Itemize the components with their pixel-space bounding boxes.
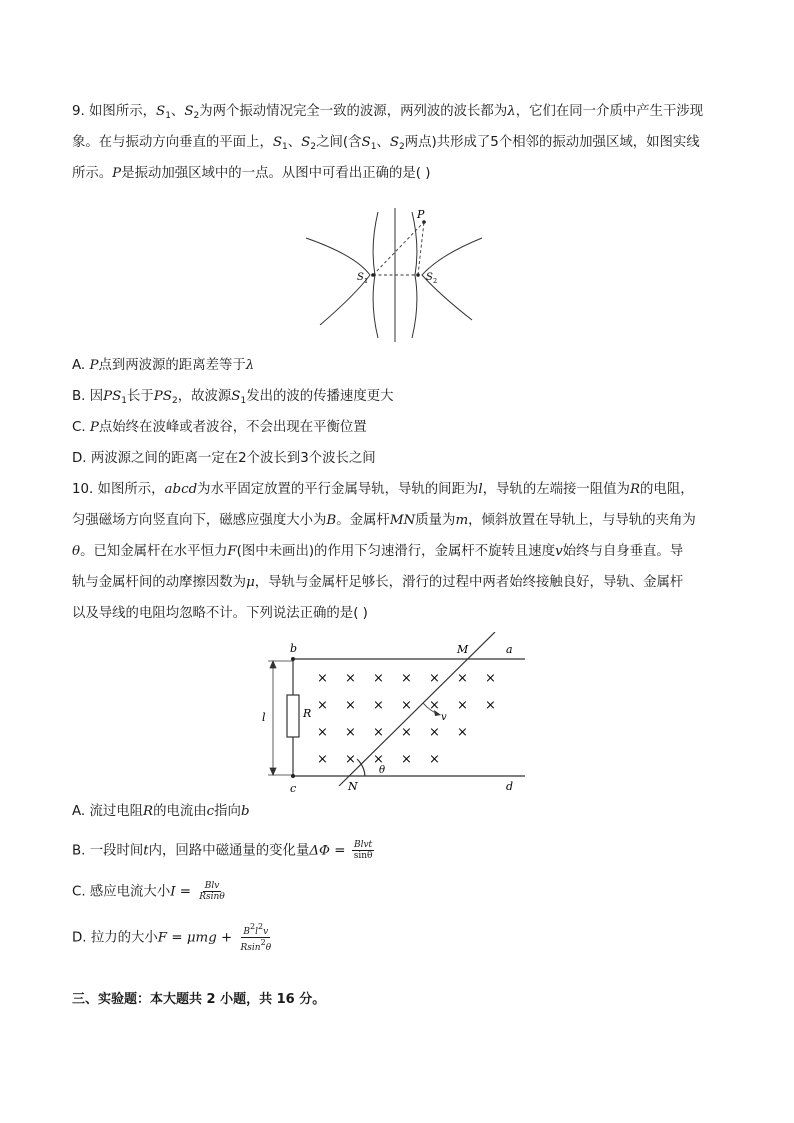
field-cross: ×	[457, 698, 468, 713]
field-cross: ×	[401, 725, 412, 740]
label-s1-sub: 1	[364, 277, 369, 285]
field-cross: ×	[373, 725, 384, 740]
node-b	[291, 657, 295, 661]
q10-line-4: 轨与金属杆间的动摩擦因数为μ，导轨与金属杆足够长，滑行的过程中两者始终接触良好，导轨、金属杆	[72, 575, 684, 590]
field-cross: ×	[429, 671, 440, 686]
fraction-b: $\frac{\text{Blvt}}{\sin\theta}$	[353, 840, 373, 861]
q9-line-2: 象。在与振动方向垂直的平面上，$S_1$、$S_2$之间(含$S_1$、$S_2$两点)共形成了5个相邻的振动加强区域，如图实线	[72, 135, 700, 152]
q10-line-3: θ。已知金属杆在水平恒力F(图中未画出)的作用下匀速滑行，金属杆不旋转且速度v始终与自身垂直。导	[72, 544, 684, 559]
field-cross: ×	[429, 698, 440, 713]
label-p: P	[417, 208, 425, 221]
section-3-heading: 三、实验题：本大题共 2 小题，共 16 分。	[72, 992, 326, 1007]
dim-arrow-bottom	[270, 768, 276, 775]
field-cross: ×	[345, 752, 356, 767]
q10-line-2: 匀强磁场方向竖直向下，磁感应强度大小为B。金属杆MN质量为m，倾斜放置在导轨上，与导轨的夹角为	[72, 513, 696, 528]
label-s1: S	[357, 272, 364, 283]
field-cross: ×	[345, 671, 356, 686]
point-s1	[371, 273, 375, 277]
field-cross: ×	[317, 698, 328, 713]
label-b: b	[290, 642, 298, 655]
field-cross: ×	[457, 671, 468, 686]
q9-option-b: B. 因$PS_1$长于$PS_2$，故波源$S_1$发出的波的传播速度更大	[72, 389, 394, 406]
field-cross: ×	[401, 752, 412, 767]
q9-line-1: 9. 如图所示，$S_1$、$S_2$为两个振动情况完全一致的波源，两列波的波长都为λ，它们在同一介质中产生干涉现	[72, 104, 704, 121]
field-cross: ×	[317, 671, 328, 686]
field-cross: ×	[429, 725, 440, 740]
field-cross: ×	[401, 698, 412, 713]
field-cross: ×	[485, 671, 496, 686]
q10-option-d: D. 拉力的大小F = μmg + $\frac{B2l2v}{Rsin2\theta}$	[72, 922, 272, 953]
label-n: N	[348, 780, 358, 793]
point-s2	[416, 273, 420, 277]
label-d: d	[506, 780, 514, 793]
field-cross: ×	[485, 698, 496, 713]
field-cross: ×	[373, 698, 384, 713]
dim-arrow-top	[270, 661, 276, 668]
q9-option-a: A. P点到两波源的距离差等于λ	[72, 358, 255, 373]
field-cross: ×	[345, 725, 356, 740]
fraction-d: $\frac{B2l2v}{Rsin2\theta}$	[240, 922, 272, 953]
label-r: R	[303, 707, 312, 720]
field-cross: ×	[345, 698, 356, 713]
resistor	[287, 695, 299, 737]
field-cross: ×	[429, 752, 440, 767]
field-cross: ×	[373, 752, 384, 767]
q10-line-1: 10. 如图所示，abcd为水平固定放置的平行金属导轨，导轨的间距为l，导轨的左端接一阻值为R的电阻，	[72, 482, 694, 497]
label-s2-sub: 2	[433, 277, 438, 285]
field-cross: ×	[401, 671, 412, 686]
q10-line-5: 以及导线的电阻均忽略不计。下列说法正确的是( )	[72, 606, 368, 621]
node-c	[291, 774, 295, 778]
field-cross: ×	[373, 671, 384, 686]
field-cross: ×	[457, 725, 468, 740]
p-s2-dashed	[418, 222, 424, 275]
label-a: a	[506, 643, 513, 656]
q10-option-a: A. 流过电阻R的电流由c指向b	[72, 804, 250, 819]
label-m: M	[457, 643, 469, 656]
q9-option-d: D. 两波源之间的距离一定在2个波长到3个波长之间	[72, 451, 376, 466]
q9-line-3: 所示。P是振动加强区域中的一点。从图中可看出正确的是( )	[72, 166, 431, 181]
label-l: l	[262, 711, 266, 724]
q10-option-b: B. 一段时间t内，回路中磁通量的变化量ΔΦ = $\frac{\text{Blvt}}{\sin\theta}$	[72, 840, 373, 861]
fraction-c: $\frac{\text{Blv}}{Rsin\theta}$	[199, 881, 225, 902]
label-s2: S	[426, 272, 433, 283]
label-c: c	[290, 782, 297, 795]
q9-interference-figure	[300, 200, 500, 348]
label-v: v	[441, 712, 447, 723]
label-theta: θ	[379, 765, 386, 776]
q10-option-c: C. 感应电流大小I = $\frac{\text{Blv}}{Rsin\theta}$	[72, 881, 225, 902]
q9-option-c: C. P点始终在波峰或者波谷，不会出现在平衡位置	[72, 420, 367, 435]
field-cross: ×	[317, 752, 328, 767]
field-cross: ×	[317, 725, 328, 740]
rod-mn	[339, 632, 495, 786]
q10-rails-figure	[255, 632, 535, 798]
